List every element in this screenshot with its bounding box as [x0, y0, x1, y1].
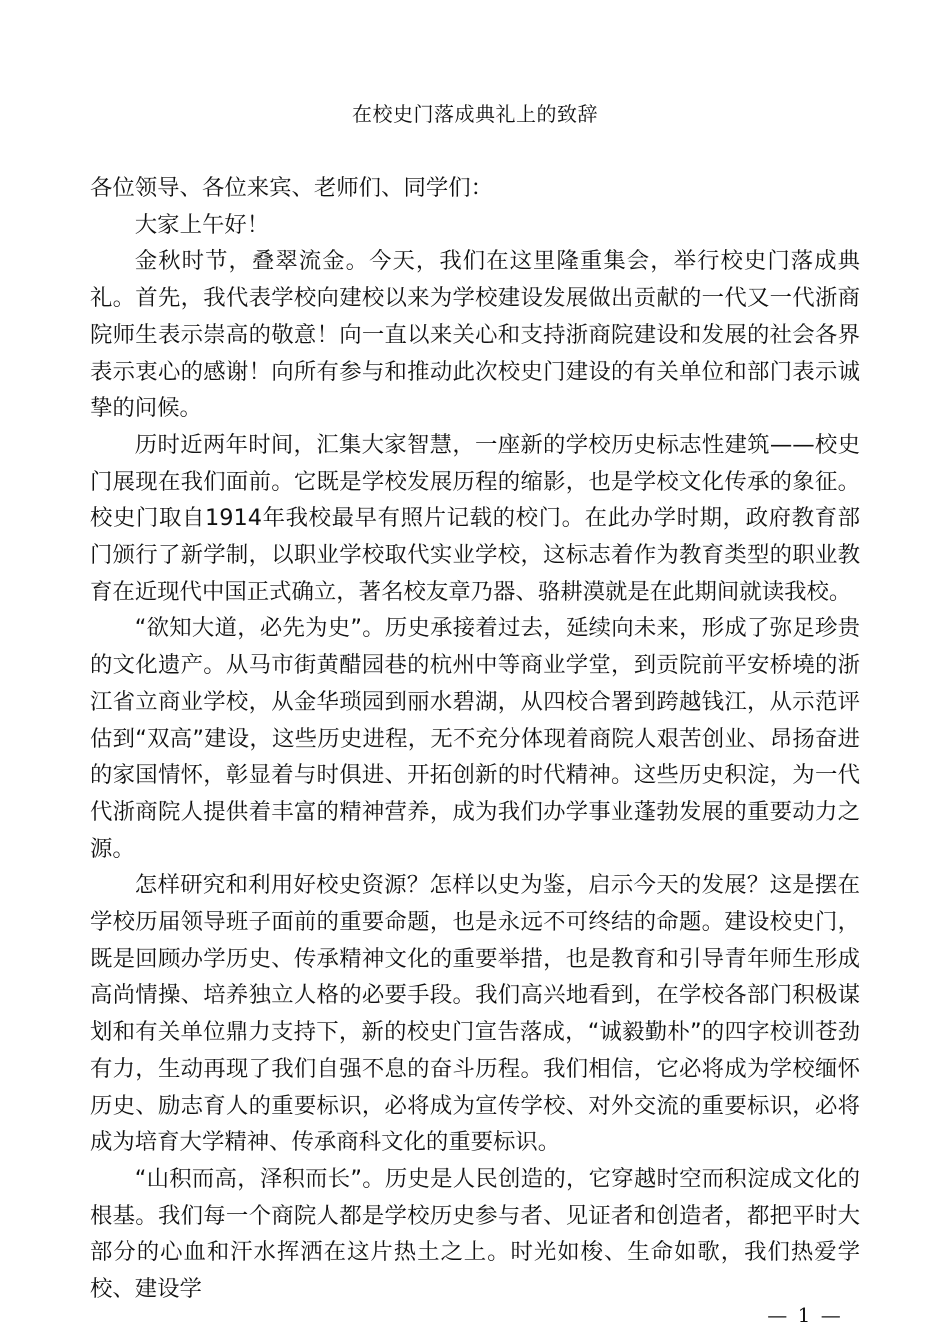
- paragraph-opening: 金秋时节，叠翠流金。今天，我们在这里隆重集会，举行校史门落成典礼。首先，我代表学校向建校以来为学校建设发展做出贡献的一代又一代浙商院师生表示崇高的敬意！向一直以来关心和支持浙商院建设和发展的社会各界表示衷心的感谢！向所有参与和推动此次校史门建设的有关单位和部门表示诚挚的问候。: [90, 248, 860, 422]
- page-number: — 1 —: [767, 1303, 843, 1327]
- paragraph-greeting: 大家上午好！: [134, 211, 270, 238]
- paragraph-significance: 怎样研究和利用好校史资源？怎样以史为鉴，启示今天的发展？这是摆在学校历届领导班子面前的重要命题，也是永远不可终结的命题。建设校史门，既是回顾办学历史、传承精神文化的重要举措，也是教育和引导青年师生形成高尚情操、培养独立人格的必要手段。我们高兴地看到，在学校各部门积极谋划和有关单位鼎力支持下，新的校史门宣告落成，“诚毅勤朴”的四字校训苍劲有力，生动再现了我们自强不息的奋斗历程。我们相信，它必将成为学校缅怀历史、励志育人的重要标识，必将成为宣传学校、对外交流的重要标识，必将成为培育大学精神、传承商科文化的重要标识。: [90, 872, 860, 1156]
- paragraph-heritage: “欲知大道，必先为史”。历史承接着过去，延续向未来，形成了弥足珍贵的文化遗产。从马市街黄醋园巷的杭州中等商业学堂，到贡院前平安桥墝的浙江省立商业学校，从金华琐园到丽水碧湖，从四校合署到跨越钱江，从示范评估到“双高”建设，这些历史进程，无不充分体现着商院人艰苦创业、昂扬奋进的家国情怀，彰显着与时俱进、开拓创新的时代精神。这些历史积淀，为一代代浙商院人提供着丰富的精神营养，成为我们办学事业蓬勃发展的重要动力之源。: [90, 615, 860, 862]
- paragraph-history-gate: 历时近两年时间，汇集大家智慧，一座新的学校历史标志性建筑——校史门展现在我们面前。它既是学校发展历程的缩影，也是学校文化传承的象征。校史门取自1914年我校最早有照片记载的校门。在此办学时期，政府教育部门颁行了新学制，以职业学校取代实业学校，这标志着作为教育类型的职业教育在近现代中国正式确立，著名校友章乃器、骆耕漠就是在此期间就读我校。: [90, 431, 860, 605]
- paragraph-culture: “山积而高，泽积而长”。历史是人民创造的，它穿越时空而积淀成文化的根基。我们每一个商院人都是学校历史参与者、见证者和创造者，都把平时大部分的心血和汗水挥洒在这片热土之上。时光如梭、生命如歌，我们热爱学校、建设学: [90, 1165, 860, 1303]
- salutation: 各位领导、各位来宾、老师们、同学们：: [90, 175, 494, 201]
- document-title: 在校史门落成典礼上的致辞: [352, 102, 598, 126]
- document-body: [90, 170, 860, 1308]
